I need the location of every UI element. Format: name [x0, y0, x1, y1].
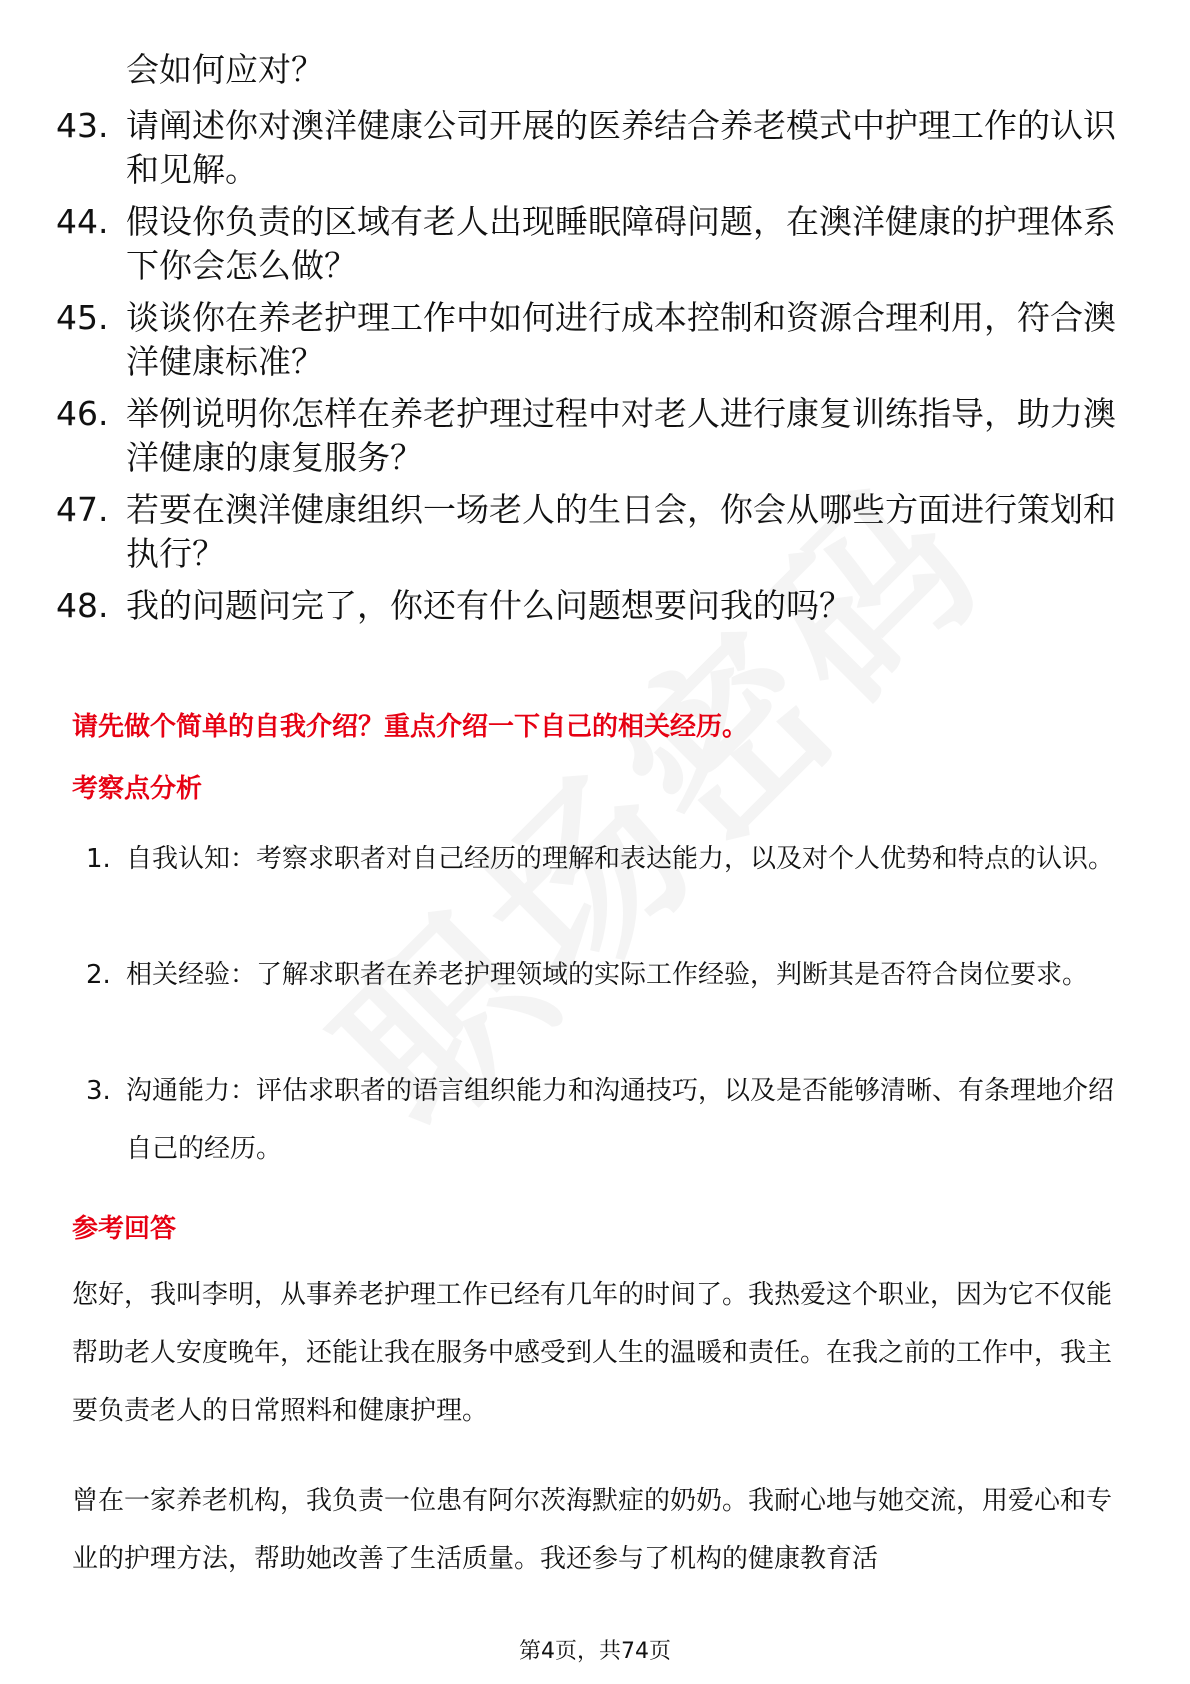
- question-number: 47.: [56, 490, 109, 529]
- highlighted-question: 请先做个简单的自我介绍？重点介绍一下自己的相关经历。: [72, 712, 749, 742]
- analysis-point-text: 沟通能力：评估求职者的语言组织能力和沟通技巧，以及是否能够清晰、有条理地介绍自己的经历。: [126, 1076, 1115, 1164]
- question-text: 我的问题问完了，你还有什么问题想要问我的吗？: [126, 586, 852, 625]
- analysis-point-text: 自我认知：考察求职者对自己经历的理解和表达能力，以及对个人优势和特点的认识。: [126, 844, 1115, 874]
- question-text: 请阐述你对澳洋健康公司开展的医养结合养老模式中护理工作的认识和见解。: [126, 106, 1116, 189]
- question-text: 谈谈你在养老护理工作中如何进行成本控制和资源合理利用，符合澳洋健康标准？: [126, 298, 1116, 381]
- analysis-point-number: 1.: [86, 844, 111, 874]
- question-number: 48.: [56, 586, 109, 625]
- question-continuation: 会如何应对？: [126, 50, 324, 89]
- page-footer: 第4页，共74页: [519, 1639, 671, 1664]
- question-number: 44.: [56, 202, 109, 241]
- answer-heading: 参考回答: [72, 1214, 177, 1244]
- question-text: 若要在澳洋健康组织一场老人的生日会，你会从哪些方面进行策划和执行？: [126, 490, 1116, 573]
- analysis-point-text: 相关经验：了解求职者在养老护理领域的实际工作经验，判断其是否符合岗位要求。: [126, 960, 1089, 990]
- analysis-point-number: 2.: [86, 960, 111, 990]
- question-number: 46.: [56, 394, 109, 433]
- question-text: 假设你负责的区域有老人出现睡眠障碍问题，在澳洋健康的护理体系下你会怎么做？: [126, 202, 1116, 285]
- answer-paragraph: 您好，我叫李明，从事养老护理工作已经有几年的时间了。我热爱这个职业，因为它不仅能帮助老人安度晚年，还能让我在服务中感受到人生的温暖和责任。在我之前的工作中，我主要负责老人的日常照料和健康护理。: [72, 1280, 1113, 1426]
- analysis-point-number: 3.: [86, 1076, 111, 1106]
- answer-paragraph: 曾在一家养老机构，我负责一位患有阿尔茨海默症的奶奶。我耐心地与她交流，用爱心和专业的护理方法，帮助她改善了生活质量。我还参与了机构的健康教育活: [72, 1486, 1113, 1574]
- question-number: 43.: [56, 106, 109, 145]
- question-number: 45.: [56, 298, 109, 337]
- analysis-heading: 考察点分析: [72, 774, 203, 804]
- question-text: 举例说明你怎样在养老护理过程中对老人进行康复训练指导，助力澳洋健康的康复服务？: [126, 394, 1116, 477]
